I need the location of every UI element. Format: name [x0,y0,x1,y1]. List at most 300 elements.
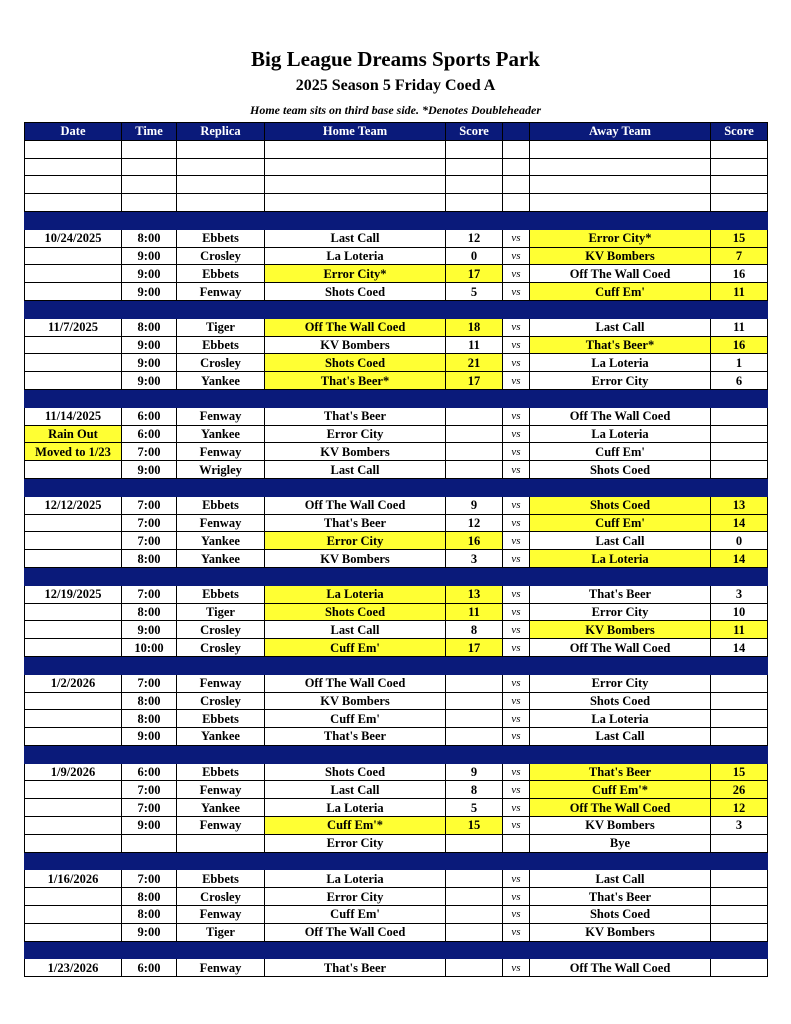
home-team-cell: KV Bombers [265,550,446,568]
away-score-cell: 7 [711,247,768,265]
separator-cell [503,211,530,229]
time-cell: 9:00 [122,461,177,479]
blank-cell [503,140,530,158]
home-score-cell [446,906,503,924]
away-team-cell: Error City [530,372,711,390]
time-cell: 7:00 [122,870,177,888]
away-score-cell: 12 [711,799,768,817]
col-replica: Replica [177,123,265,141]
date-cell: 1/23/2026 [25,959,122,977]
away-team-cell: Last Call [530,318,711,336]
separator-cell [711,211,768,229]
blank-cell [711,194,768,212]
home-score-cell: 0 [446,247,503,265]
away-team-cell: Cuff Em'* [530,781,711,799]
away-team-cell: That's Beer [530,763,711,781]
away-team-cell: Shots Coed [530,906,711,924]
home-team-cell: Shots Coed [265,603,446,621]
separator-cell [25,567,122,585]
replica-cell: Fenway [177,817,265,835]
home-team-cell: That's Beer [265,959,446,977]
home-team-cell: La Loteria [265,799,446,817]
vs-cell [503,834,530,852]
vs-cell: vs [503,959,530,977]
separator-cell [446,300,503,318]
away-team-cell: Last Call [530,532,711,550]
time-cell: 9:00 [122,354,177,372]
home-score-cell: 11 [446,336,503,354]
away-score-cell: 11 [711,621,768,639]
home-team-cell: Shots Coed [265,763,446,781]
game-row [25,763,768,781]
week-separator [25,567,768,585]
week-separator [25,852,768,870]
separator-cell [25,941,122,959]
game-row [25,496,768,514]
date-cell [25,354,122,372]
separator-cell [446,478,503,496]
home-score-cell: 18 [446,318,503,336]
time-cell: 9:00 [122,923,177,941]
separator-cell [265,745,446,763]
date-cell [25,639,122,657]
away-team-cell: Shots Coed [530,496,711,514]
date-cell: 12/12/2025 [25,496,122,514]
time-cell: 8:00 [122,318,177,336]
game-row [25,621,768,639]
away-score-cell: 1 [711,354,768,372]
replica-cell: Yankee [177,425,265,443]
game-row [25,692,768,710]
separator-cell [265,211,446,229]
home-team-cell: Cuff Em' [265,906,446,924]
home-team-cell: Error City [265,834,446,852]
separator-cell [530,745,711,763]
separator-cell [25,656,122,674]
time-cell: 8:00 [122,603,177,621]
replica-cell: Fenway [177,283,265,301]
vs-cell: vs [503,799,530,817]
game-row [25,229,768,247]
time-cell: 7:00 [122,799,177,817]
game-row [25,550,768,568]
game-row [25,710,768,728]
away-team-cell: Off The Wall Coed [530,265,711,283]
away-score-cell: 0 [711,532,768,550]
home-team-cell: That's Beer [265,407,446,425]
home-team-cell: La Loteria [265,870,446,888]
away-score-cell [711,461,768,479]
vs-cell: vs [503,674,530,692]
date-cell [25,532,122,550]
separator-cell [446,941,503,959]
blank-cell [265,158,446,176]
time-cell: 8:00 [122,888,177,906]
blank-cell [711,176,768,194]
replica-cell: Ebbets [177,710,265,728]
game-row [25,372,768,390]
blank-cell [25,158,122,176]
time-cell: 6:00 [122,763,177,781]
game-row [25,247,768,265]
home-team-cell: That's Beer [265,514,446,532]
date-cell [25,692,122,710]
home-score-cell: 17 [446,372,503,390]
separator-cell [122,300,177,318]
separator-cell [530,389,711,407]
home-team-cell: That's Beer* [265,372,446,390]
away-score-cell [711,906,768,924]
home-score-cell [446,710,503,728]
vs-cell: vs [503,425,530,443]
vs-cell: vs [503,585,530,603]
replica-cell: Ebbets [177,585,265,603]
time-cell: 8:00 [122,692,177,710]
vs-cell: vs [503,710,530,728]
replica-cell: Crosley [177,354,265,372]
home-score-cell: 21 [446,354,503,372]
time-cell: 9:00 [122,247,177,265]
home-score-cell [446,425,503,443]
vs-cell: vs [503,247,530,265]
away-score-cell: 10 [711,603,768,621]
home-score-cell [446,959,503,977]
separator-cell [265,941,446,959]
away-team-cell: Shots Coed [530,692,711,710]
separator-cell [711,389,768,407]
date-cell [25,888,122,906]
game-row [25,834,768,852]
vs-cell: vs [503,550,530,568]
vs-cell: vs [503,229,530,247]
blank-cell [446,140,503,158]
home-score-cell: 8 [446,621,503,639]
home-team-cell: Off The Wall Coed [265,923,446,941]
away-score-cell [711,674,768,692]
game-row [25,799,768,817]
away-score-cell [711,959,768,977]
home-score-cell [446,728,503,746]
away-team-cell: That's Beer* [530,336,711,354]
away-team-cell: That's Beer [530,585,711,603]
away-team-cell: Off The Wall Coed [530,959,711,977]
time-cell: 9:00 [122,621,177,639]
col-away-team: Away Team [530,123,711,141]
vs-cell: vs [503,763,530,781]
home-team-cell: Last Call [265,621,446,639]
away-score-cell [711,407,768,425]
away-score-cell: 14 [711,514,768,532]
separator-cell [530,300,711,318]
replica-cell: Yankee [177,799,265,817]
game-row [25,674,768,692]
col-date: Date [25,123,122,141]
blank-cell [25,194,122,212]
home-score-cell: 9 [446,496,503,514]
separator-cell [446,656,503,674]
vs-cell: vs [503,621,530,639]
separator-cell [711,745,768,763]
col-vs [503,123,530,141]
separator-cell [711,941,768,959]
date-cell [25,781,122,799]
separator-cell [503,300,530,318]
game-row [25,728,768,746]
time-cell: 10:00 [122,639,177,657]
col-home-score: Score [446,123,503,141]
blank-cell [265,140,446,158]
away-team-cell: La Loteria [530,425,711,443]
time-cell: 8:00 [122,229,177,247]
home-team-cell: Last Call [265,229,446,247]
date-cell [25,265,122,283]
date-cell [25,906,122,924]
away-score-cell: 11 [711,283,768,301]
time-cell: 7:00 [122,532,177,550]
vs-cell: vs [503,692,530,710]
away-team-cell: Shots Coed [530,461,711,479]
away-score-cell: 14 [711,550,768,568]
away-score-cell: 15 [711,229,768,247]
away-score-cell: 11 [711,318,768,336]
away-score-cell [711,834,768,852]
vs-cell: vs [503,372,530,390]
replica-cell: Yankee [177,550,265,568]
home-team-cell: Error City* [265,265,446,283]
date-cell [25,728,122,746]
blank-cell [446,194,503,212]
separator-cell [503,389,530,407]
away-score-cell [711,425,768,443]
away-team-cell: Error City* [530,229,711,247]
away-team-cell: La Loteria [530,550,711,568]
home-score-cell: 16 [446,532,503,550]
separator-cell [711,478,768,496]
replica-cell: Ebbets [177,870,265,888]
game-row [25,443,768,461]
replica-cell: Fenway [177,906,265,924]
replica-cell: Fenway [177,514,265,532]
vs-cell: vs [503,283,530,301]
home-score-cell [446,407,503,425]
home-team-cell: La Loteria [265,247,446,265]
separator-cell [177,567,265,585]
time-cell: 7:00 [122,443,177,461]
away-team-cell: Bye [530,834,711,852]
separator-cell [446,567,503,585]
date-cell [25,247,122,265]
vs-cell: vs [503,443,530,461]
away-team-cell: Cuff Em' [530,443,711,461]
vs-cell: vs [503,496,530,514]
replica-cell [177,834,265,852]
away-score-cell [711,710,768,728]
separator-cell [711,567,768,585]
time-cell: 6:00 [122,407,177,425]
vs-cell: vs [503,265,530,283]
home-team-cell: Error City [265,425,446,443]
away-team-cell: KV Bombers [530,817,711,835]
blank-cell [530,176,711,194]
separator-cell [122,656,177,674]
vs-cell: vs [503,354,530,372]
page-subtitle: 2025 Season 5 Friday Coed A [295,77,496,94]
blank-row [25,176,768,194]
week-separator [25,211,768,229]
blank-cell [122,194,177,212]
away-team-cell: KV Bombers [530,247,711,265]
blank-cell [265,194,446,212]
vs-cell: vs [503,407,530,425]
replica-cell: Crosley [177,621,265,639]
away-score-cell: 14 [711,639,768,657]
blank-cell [122,158,177,176]
vs-cell: vs [503,906,530,924]
away-team-cell: La Loteria [530,354,711,372]
home-team-cell: Shots Coed [265,283,446,301]
time-cell: 7:00 [122,514,177,532]
time-cell: 9:00 [122,283,177,301]
time-cell: 8:00 [122,550,177,568]
separator-cell [177,300,265,318]
time-cell [122,834,177,852]
time-cell: 7:00 [122,585,177,603]
vs-cell: vs [503,336,530,354]
home-score-cell: 3 [446,550,503,568]
time-cell: 8:00 [122,906,177,924]
separator-cell [177,478,265,496]
away-team-cell: That's Beer [530,888,711,906]
home-score-cell: 12 [446,229,503,247]
blank-cell [446,176,503,194]
separator-cell [177,745,265,763]
away-score-cell [711,692,768,710]
home-score-cell: 17 [446,265,503,283]
blank-cell [122,140,177,158]
date-cell: 12/19/2025 [25,585,122,603]
away-score-cell: 16 [711,336,768,354]
game-row [25,461,768,479]
game-row [25,425,768,443]
vs-cell: vs [503,639,530,657]
home-score-cell [446,923,503,941]
separator-cell [122,941,177,959]
separator-cell [265,656,446,674]
col-away-score: Score [711,123,768,141]
separator-cell [711,300,768,318]
vs-cell: vs [503,603,530,621]
blank-cell [503,194,530,212]
week-separator [25,389,768,407]
separator-cell [530,211,711,229]
game-row [25,923,768,941]
replica-cell: Crosley [177,888,265,906]
game-row [25,336,768,354]
replica-cell: Fenway [177,407,265,425]
home-team-cell: Cuff Em'* [265,817,446,835]
date-cell: 11/14/2025 [25,407,122,425]
home-team-cell: Off The Wall Coed [265,496,446,514]
separator-cell [177,211,265,229]
separator-cell [530,941,711,959]
separator-cell [265,300,446,318]
replica-cell: Ebbets [177,265,265,283]
header-row [25,123,768,141]
date-cell [25,514,122,532]
separator-cell [530,567,711,585]
replica-cell: Yankee [177,372,265,390]
separator-cell [503,941,530,959]
time-cell: 9:00 [122,336,177,354]
replica-cell: Tiger [177,923,265,941]
separator-cell [503,567,530,585]
home-score-cell: 8 [446,781,503,799]
date-cell: 11/7/2025 [25,318,122,336]
time-cell: 7:00 [122,674,177,692]
home-team-cell: KV Bombers [265,692,446,710]
home-team-cell: Cuff Em' [265,639,446,657]
separator-cell [446,389,503,407]
blank-cell [530,158,711,176]
away-score-cell: 13 [711,496,768,514]
home-team-cell: Error City [265,888,446,906]
replica-cell: Ebbets [177,763,265,781]
blank-cell [177,194,265,212]
away-team-cell: Cuff Em' [530,514,711,532]
time-cell: 7:00 [122,496,177,514]
home-score-cell [446,443,503,461]
blank-cell [122,176,177,194]
replica-cell: Yankee [177,532,265,550]
blank-cell [177,140,265,158]
time-cell: 9:00 [122,728,177,746]
away-team-cell: Last Call [530,728,711,746]
home-team-cell: Error City [265,532,446,550]
vs-cell: vs [503,532,530,550]
separator-cell [122,478,177,496]
separator-cell [503,656,530,674]
vs-cell: vs [503,923,530,941]
home-score-cell: 5 [446,799,503,817]
home-score-cell: 12 [446,514,503,532]
date-cell [25,710,122,728]
time-cell: 9:00 [122,372,177,390]
away-team-cell: Error City [530,674,711,692]
away-team-cell: KV Bombers [530,923,711,941]
separator-cell [265,478,446,496]
date-cell [25,923,122,941]
separator-cell [177,852,265,870]
col-time: Time [122,123,177,141]
game-row [25,781,768,799]
game-row [25,354,768,372]
away-team-cell: Cuff Em' [530,283,711,301]
separator-cell [25,389,122,407]
home-score-cell [446,870,503,888]
date-cell: Moved to 1/23 [25,443,122,461]
separator-cell [265,852,446,870]
game-row [25,585,768,603]
away-team-cell: KV Bombers [530,621,711,639]
home-score-cell: 13 [446,585,503,603]
away-score-cell [711,923,768,941]
away-score-cell: 26 [711,781,768,799]
blank-row [25,140,768,158]
away-score-cell: 15 [711,763,768,781]
replica-cell: Fenway [177,781,265,799]
time-cell: 8:00 [122,710,177,728]
away-score-cell [711,888,768,906]
